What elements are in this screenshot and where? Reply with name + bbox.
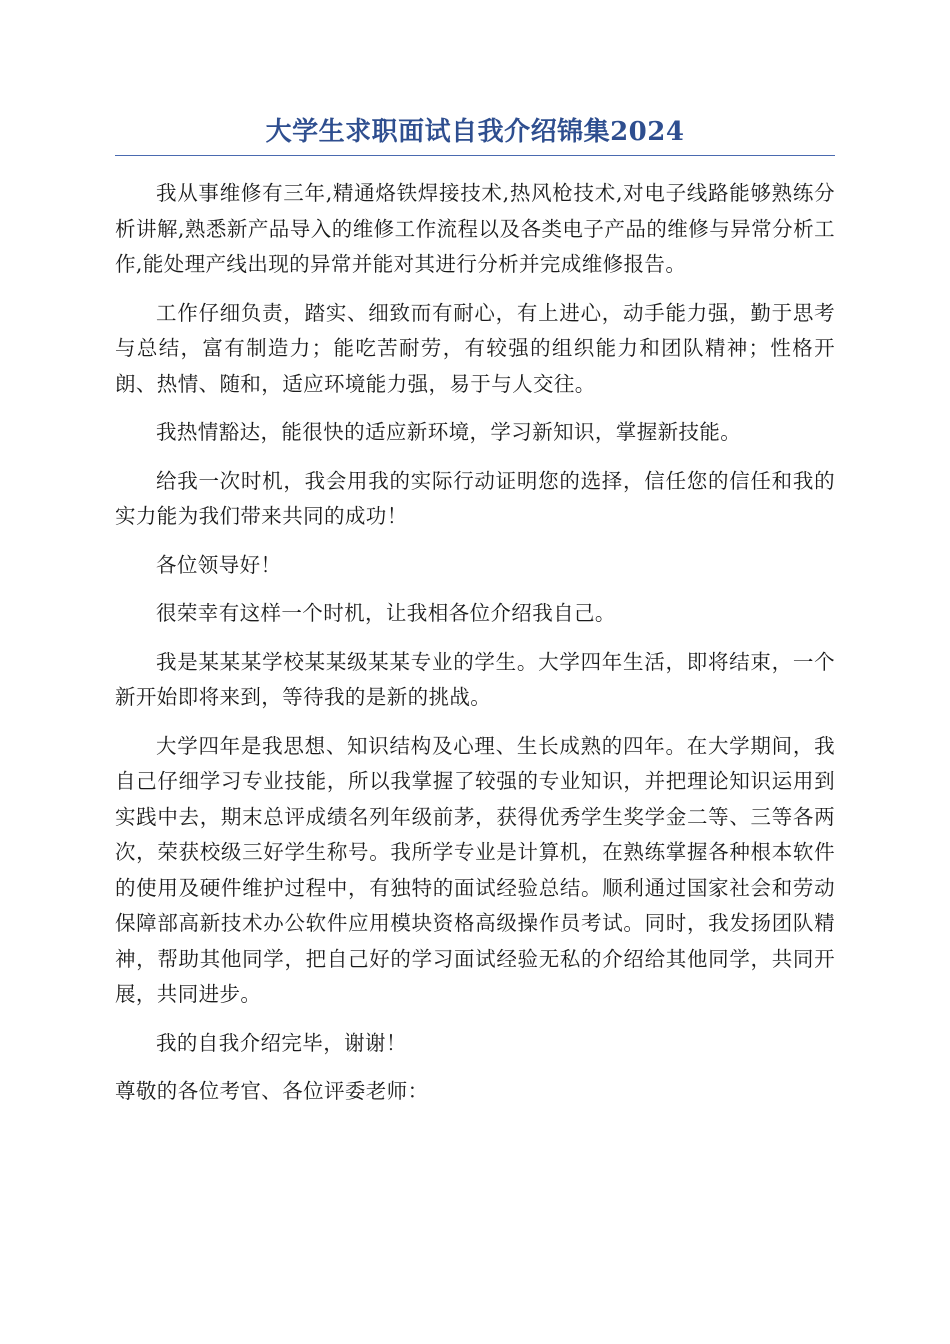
paragraph: 大学四年是我思想、知识结构及心理、生长成熟的四年。在大学期间，我自己仔细学习专业技能，所以我掌握了较强的专业知识，并把理论知识运用到实践中去，期末总评成绩名列年级前茅，获得优秀学生奖学金二等、三等各两次，荣获校级三好学生称号。我所学专业是计算机，在熟练掌握各种根本软件的使用及硬件维护过程中，有独特的面试经验总结。顺利通过国家社会和劳动保障部高新技术办公软件应用模块资格高级操作员考试。同时，我发扬团队精神，帮助其他同学，把自己好的学习面试经验无私的介绍给其他同学，共同开展，共同进步。 [115, 733, 835, 1006]
document-body [115, 176, 835, 1110]
paragraph: 我是某某某学校某某级某某专业的学生。大学四年生活，即将结束，一个新开始即将来到，等待我的是新的挑战。 [115, 649, 835, 709]
paragraph: 工作仔细负责，踏实、细致而有耐心，有上进心，动手能力强，勤于思考与总结，富有制造力；能吃苦耐劳，有较强的组织能力和团队精神；性格开朗、热情、随和，适应环境能力强，易于与人交往。 [115, 300, 835, 396]
paragraph: 我的自我介绍完毕，谢谢！ [156, 1030, 407, 1055]
paragraph: 我热情豁达，能很快的适应新环境，学习新知识，掌握新技能。 [156, 420, 742, 444]
paragraph: 给我一次时机，我会用我的实际行动证明您的选择，信任您的信任和我的实力能为我们带来共同的成功！ [115, 468, 835, 528]
paragraph: 尊敬的各位考官、各位评委老师： [115, 1079, 429, 1103]
title-underline [115, 155, 835, 156]
paragraph: 很荣幸有这样一个时机，让我相各位介绍我自己。 [156, 601, 616, 625]
paragraph: 我从事维修有三年,精通烙铁焊接技术,热风枪技术,对电子线路能够熟练分析讲解,熟悉新产品导入的维修工作流程以及各类电子产品的维修与异常分析工作,能处理产线出现的异常并能对其进行分析并完成维修报告。 [115, 181, 835, 276]
document-page [115, 112, 835, 1123]
paragraph: 各位领导好！ [156, 552, 282, 577]
document-title: 大学生求职面试自我介绍锦集2024 [265, 117, 685, 147]
